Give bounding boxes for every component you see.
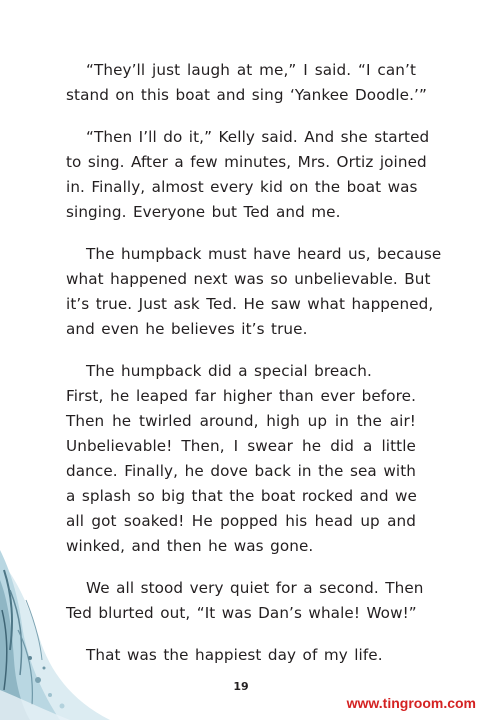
page-number: 19 (233, 680, 249, 693)
text-line: Unbelievable! Then, I swear he did a little (66, 437, 416, 455)
text-line: We all stood very quiet for a second. Then (86, 579, 424, 597)
text-line: The humpback must have heard us, because (86, 245, 442, 263)
text-line: “They’ll just laugh at me,” I said. “I can’t (86, 61, 416, 79)
text-line: First, he leaped far higher than ever before. (66, 387, 416, 405)
text-line: Ted blurted out, “It was Dan’s whale! Wow!” (66, 604, 417, 622)
text-line: what happened next was so unbelievable. But (66, 270, 431, 288)
paragraph-4 (66, 359, 416, 559)
text-line: to sing. After a few minutes, Mrs. Ortiz joined (66, 153, 427, 171)
text-line: in. Finally, almost every kid on the boat was (66, 178, 418, 196)
text-line: and even he believes it’s true. (66, 320, 308, 338)
text-line: Then he twirled around, high up in the air! (66, 412, 416, 430)
text-line: That was the happiest day of my life. (86, 646, 383, 664)
paragraph-2 (66, 125, 430, 225)
paragraph-3 (66, 242, 442, 342)
text-line: stand on this boat and sing ‘Yankee Doodle.’” (66, 86, 427, 104)
text-line: singing. Everyone but Ted and me. (66, 203, 341, 221)
site-watermark: www.tingroom.com (346, 695, 476, 711)
text-line: The humpback did a special breach. (86, 362, 372, 380)
paragraph-6 (66, 643, 416, 668)
text-line: winked, and then he was gone. (66, 537, 314, 555)
text-line: it’s true. Just ask Ted. He saw what happened, (66, 295, 434, 313)
story-text (66, 58, 442, 685)
paragraph-5 (66, 576, 424, 626)
text-line: all got soaked! He popped his head up and (66, 512, 416, 530)
text-line: dance. Finally, he dove back in the sea with (66, 462, 416, 480)
paragraph-1 (66, 58, 427, 108)
text-line: “Then I’ll do it,” Kelly said. And she started (86, 128, 430, 146)
text-line: a splash so big that the boat rocked and we (66, 487, 417, 505)
